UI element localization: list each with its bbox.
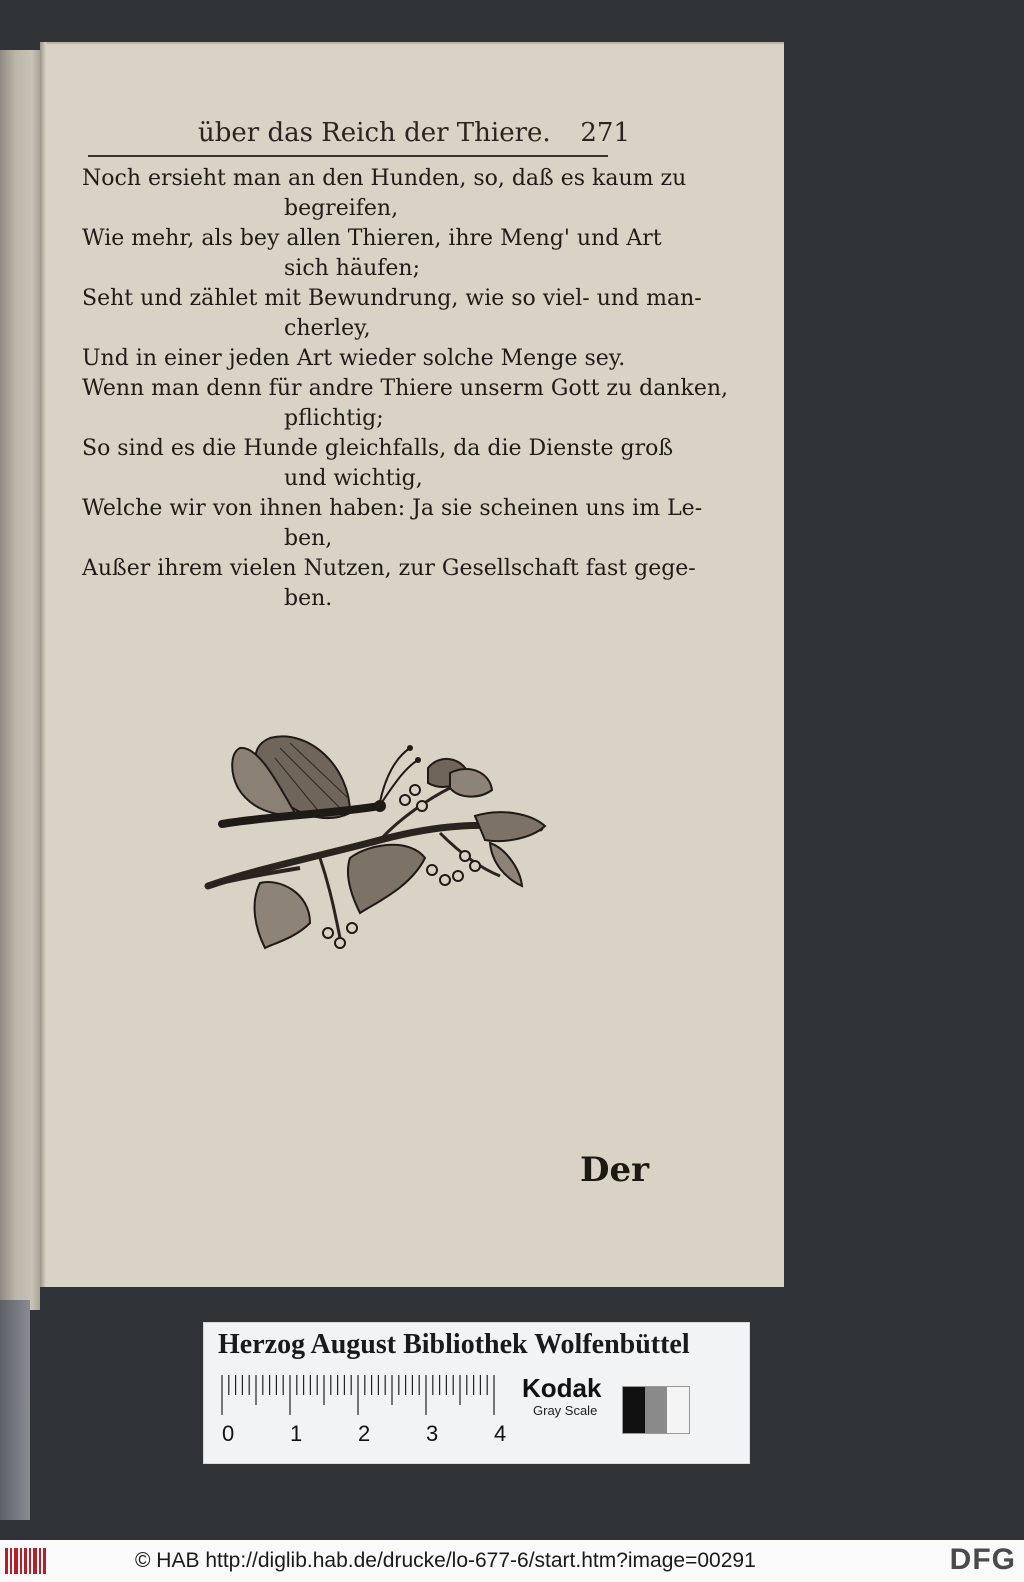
- gray-scale-label: Gray Scale: [533, 1403, 598, 1418]
- source-link[interactable]: © HAB http://diglib.hab.de/drucke/lo-677-6/start.htm?image=00291: [135, 1549, 756, 1572]
- ruler-number: 0: [222, 1421, 235, 1446]
- ruler-number: 2: [358, 1421, 371, 1446]
- verse-line: pflichtig;: [284, 406, 384, 431]
- dfg-logo: DFG: [949, 1543, 1016, 1576]
- gray-patch: [645, 1387, 667, 1433]
- verse-line: ben.: [284, 586, 333, 611]
- color-calibration-card: [203, 1322, 750, 1464]
- verse-line: Außer ihrem vielen Nutzen, zur Gesellschaft fast gege-: [82, 556, 696, 581]
- left-page-edge: [0, 50, 40, 1310]
- ruler-number: 3: [426, 1421, 439, 1446]
- running-head: [180, 118, 630, 158]
- hab-barcode-logo-icon: [4, 1546, 48, 1576]
- gray-patch: [623, 1387, 645, 1433]
- verse-line: begreifen,: [284, 196, 399, 221]
- footer-bar: [0, 1540, 1024, 1582]
- catchword: Der: [580, 1150, 650, 1190]
- verse-line: Noch ersieht man an den Hunden, so, daß es kaum zu: [82, 166, 687, 191]
- ruler-number: 1: [290, 1421, 303, 1446]
- butterfly-woodcut-icon: [200, 728, 560, 960]
- verse-line: Und in einer jeden Art wieder solche Menge sey.: [82, 346, 626, 371]
- verse-line: Wie mehr, als bey allen Thieren, ihre Meng' und Art: [82, 226, 662, 251]
- header-rule: [88, 155, 608, 157]
- ruler-number: 4: [494, 1421, 507, 1446]
- gray-patch: [667, 1387, 689, 1433]
- ruler-scale: [220, 1375, 507, 1455]
- kodak-brand: Kodak: [522, 1373, 602, 1403]
- page-number: 271: [580, 118, 630, 148]
- page-gutter: [40, 42, 46, 1287]
- verse-line: Welche wir von ihnen haben: Ja sie scheinen uns im Le-: [82, 496, 703, 521]
- left-page-edge-lower: [0, 1300, 30, 1520]
- verse-line: So sind es die Hunde gleichfalls, da die Dienste groß: [82, 436, 674, 461]
- verse-line: cherley,: [284, 316, 371, 341]
- verse-line: sich häufen;: [284, 256, 421, 281]
- verse-line: Wenn man denn für andre Thiere unserm Gott zu danken,: [82, 376, 729, 401]
- library-name: Herzog August Bibliothek Wolfenbüttel: [218, 1329, 690, 1360]
- verse-text: [82, 164, 729, 614]
- verse-line: und wichtig,: [284, 466, 423, 491]
- verse-line: Seht und zählet mit Bewundrung, wie so viel- und man-: [82, 286, 702, 311]
- gray-scale-patches: [622, 1386, 690, 1434]
- running-title: über das Reich der Thiere.: [198, 118, 551, 148]
- verse-line: ben,: [284, 526, 333, 551]
